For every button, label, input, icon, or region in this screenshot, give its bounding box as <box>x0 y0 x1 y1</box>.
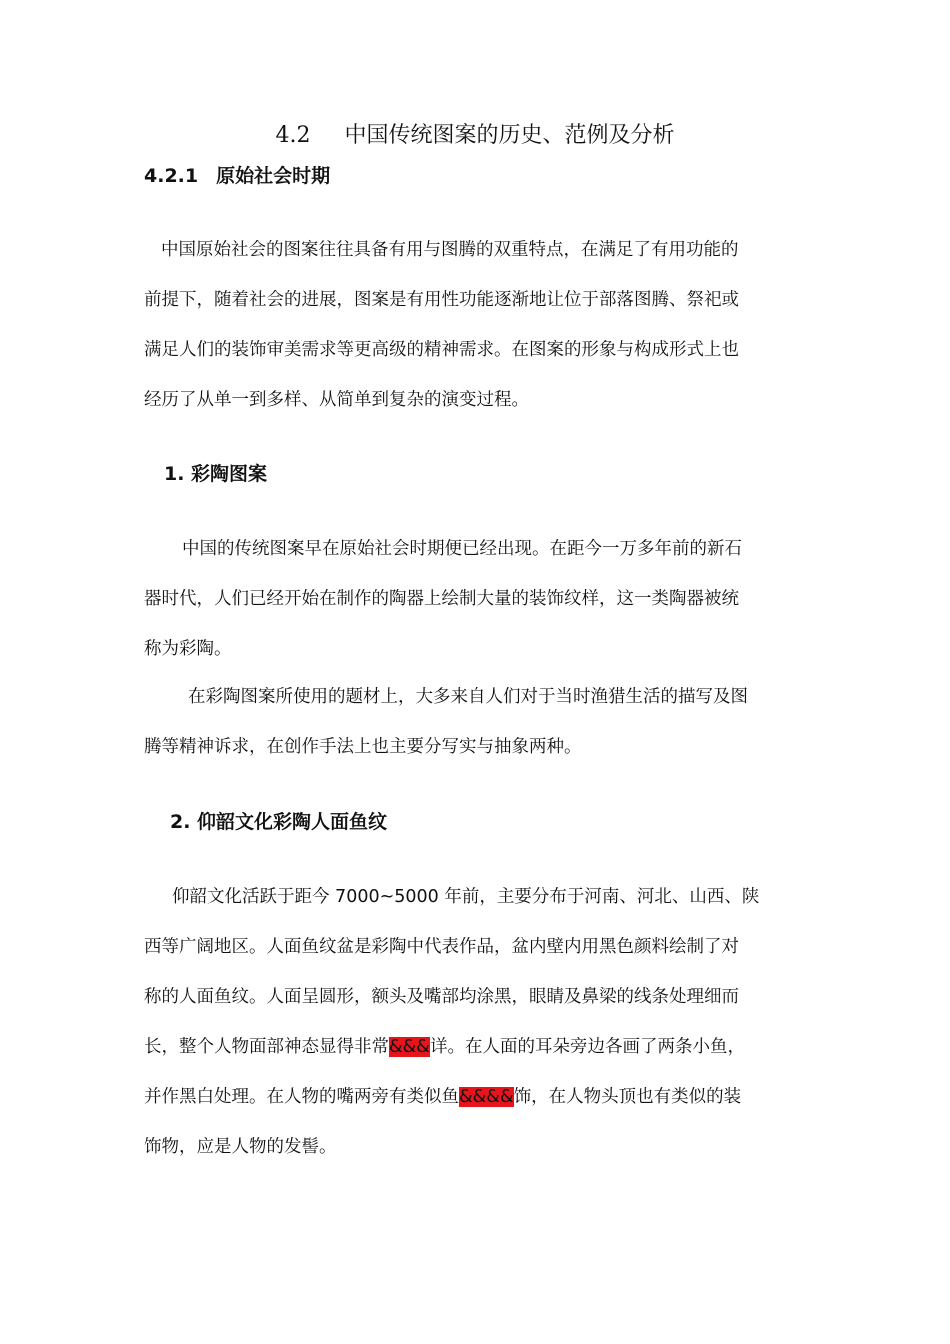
section-number: 4.2 <box>275 123 311 148</box>
subsection-title <box>144 160 330 192</box>
themes-paragraph <box>144 672 810 772</box>
subsection-number: 4.2.1 <box>144 165 199 187</box>
paragraph-line <box>144 1022 810 1072</box>
section-title <box>0 118 950 154</box>
section-title-text: 中国传统图案的历史、范例及分析 <box>344 123 675 148</box>
paragraph-line: 在彩陶图案所使用的题材上，大多来自人们对于当时渔猎生活的描写及图 <box>188 687 748 707</box>
text-segment: 饰，在人物头顶也有类似的装 <box>513 1087 742 1107</box>
paragraph-line: 仰韶文化活跃于距今 7000~5000 年前，主要分布于河南、河北、山西、陕 <box>172 887 760 907</box>
intro-paragraph <box>144 225 810 425</box>
paragraph-line: 称为彩陶。 <box>144 639 232 659</box>
paragraph-line: 称的人面鱼纹。人面呈圆形，额头及嘴部均涂黑，眼睛及鼻梁的线条处理细而 <box>144 987 739 1007</box>
subsection-title-text: 原始社会时期 <box>216 165 331 187</box>
paragraph-line: 饰物，应是人物的发髻。 <box>144 1137 337 1157</box>
painted-pottery-paragraph <box>144 524 810 674</box>
paragraph-line: 腾等精神诉求，在创作手法上也主要分写实与抽象两种。 <box>144 737 582 757</box>
text-segment: 长，整个人物面部神态显得非常 <box>144 1037 389 1057</box>
highlight-mark: &&& <box>389 1037 430 1057</box>
paragraph-line: 中国的传统图案早在原始社会时期便已经出现。在距今一万多年前的新石 <box>182 539 742 559</box>
yangshao-paragraph <box>144 872 810 1172</box>
intro-line: 经历了从单一到多样、从简单到复杂的演变过程。 <box>144 390 529 410</box>
paragraph-line: 西等广阔地区。人面鱼纹盆是彩陶中代表作品，盆内壁内用黑色颜料绘制了对 <box>144 937 739 957</box>
heading-painted-pottery: 1. 彩陶图案 <box>164 463 268 485</box>
heading-yangshao: 2. 仰韶文化彩陶人面鱼纹 <box>170 811 388 833</box>
paragraph-line <box>144 1072 810 1122</box>
highlight-mark: &&&& <box>459 1087 514 1107</box>
intro-line: 中国原始社会的图案往往具备有用与图腾的双重特点，在满足了有用功能的 <box>161 240 739 260</box>
intro-line: 满足人们的装饰审美需求等更高级的精神需求。在图案的形象与构成形式上也 <box>144 340 739 360</box>
paragraph-line: 器时代，人们已经开始在制作的陶器上绘制大量的装饰纹样，这一类陶器被统 <box>144 589 739 609</box>
text-segment: 详。在人面的耳朵旁边各画了两条小鱼， <box>429 1037 745 1057</box>
intro-line: 前提下，随着社会的进展，图案是有用性功能逐渐地让位于部落图腾、祭祀或 <box>144 290 739 310</box>
text-segment: 并作黑白处理。在人物的嘴两旁有类似鱼 <box>144 1087 459 1107</box>
